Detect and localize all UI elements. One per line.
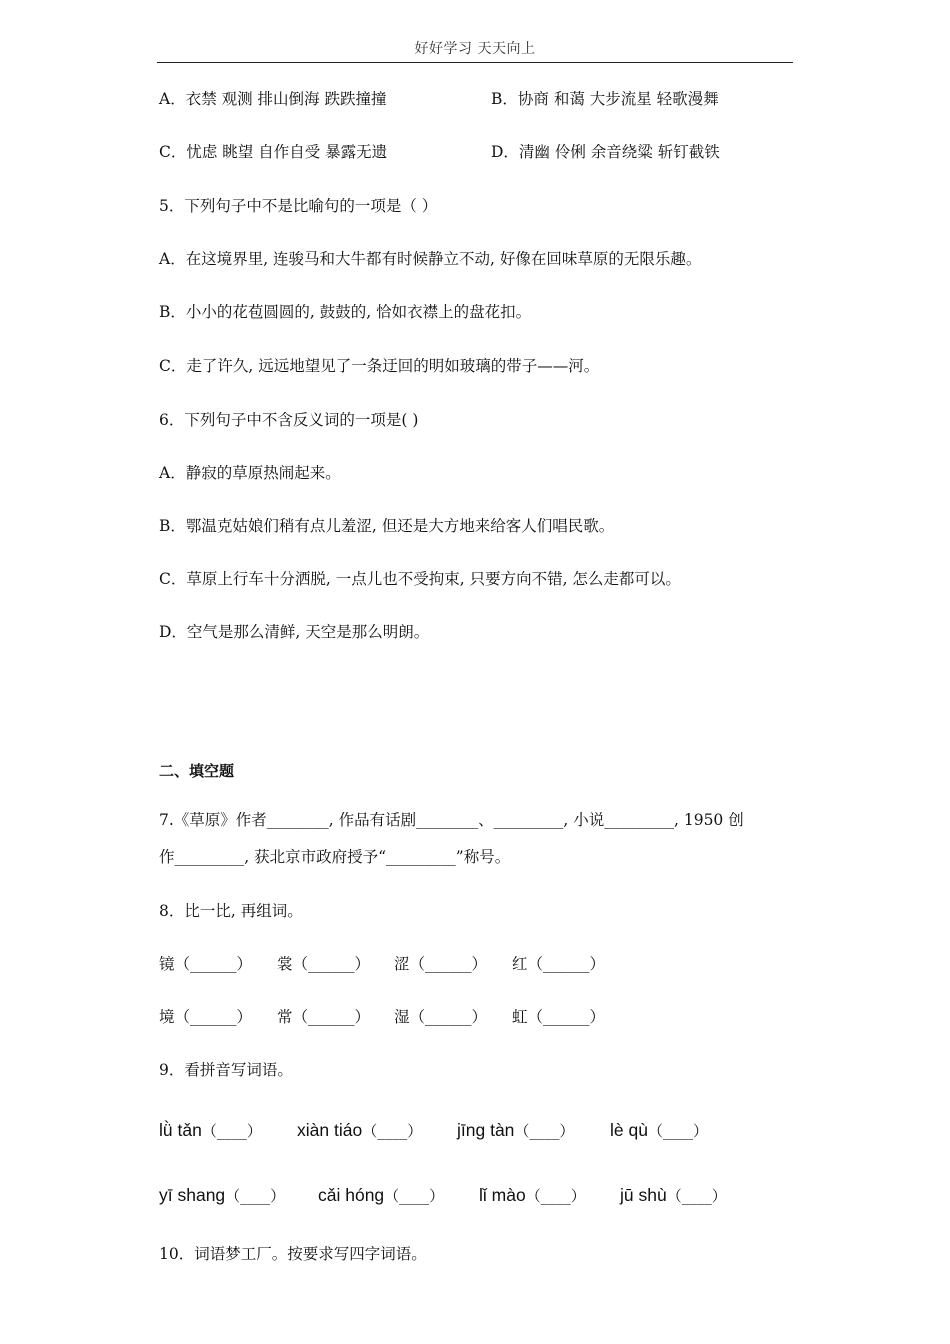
pinyin-text: jū shù <box>620 1185 667 1205</box>
q8-stem: 8．比一比, 再组词。 <box>159 902 303 920</box>
q5-option-c: C．走了许久, 远远地望见了一条迂回的明如玻璃的带子——河。 <box>159 357 600 375</box>
q9-item <box>297 1119 422 1142</box>
pinyin-text: cǎi hóng <box>318 1185 385 1205</box>
q7-line-2: 作_________, 获北京市政府授予“_________”称号。 <box>159 848 511 866</box>
q4-option-a: A．衣禁 观测 排山倒海 跌跌撞撞 <box>159 90 387 108</box>
answer-blank: （____） <box>647 1122 708 1140</box>
q9-item <box>620 1184 727 1207</box>
page-header: 好好学习 天天向上 <box>414 41 536 57</box>
answer-blank: （____） <box>201 1122 262 1140</box>
q5-option-b: B．小小的花苞圆圆的, 鼓鼓的, 恰如衣襟上的盘花扣。 <box>159 303 532 321</box>
q8-item: 镜（______） <box>159 955 253 973</box>
q9-item <box>318 1184 444 1207</box>
q6-option-a: A．静寂的草原热闹起来。 <box>159 464 341 482</box>
pinyin-text: lǜ tǎn <box>159 1120 202 1140</box>
q4-option-d: D．清幽 伶俐 余音绕粱 斩钉截铁 <box>491 143 720 161</box>
q9-item <box>610 1119 708 1142</box>
answer-blank: （____） <box>384 1187 445 1205</box>
q9-stem: 9．看拼音写词语。 <box>159 1061 293 1079</box>
pinyin-text: xiàn tiáo <box>297 1120 363 1140</box>
q6-option-b: B．鄂温克姑娘们稍有点儿羞涩, 但还是大方地来给客人们唱民歌。 <box>159 517 615 535</box>
q8-item: 境（______） <box>159 1008 253 1026</box>
answer-blank: （____） <box>362 1122 423 1140</box>
answer-blank: （____） <box>225 1187 286 1205</box>
pinyin-text: lè qù <box>610 1120 648 1140</box>
q8-item: 常（______） <box>277 1008 371 1026</box>
q5-stem: 5．下列句子中不是比喻句的一项是（ ） <box>159 197 438 215</box>
q9-item <box>457 1119 574 1142</box>
header-divider <box>157 62 793 63</box>
q6-option-d: D．空气是那么清鲜, 天空是那么明朗。 <box>159 623 430 641</box>
answer-blank: （____） <box>514 1122 575 1140</box>
q10-stem: 10．词语梦工厂。按要求写四字词语。 <box>159 1245 427 1263</box>
q8-item: 虹（______） <box>512 1008 606 1026</box>
q9-item <box>159 1184 285 1207</box>
q5-option-a: A．在这境界里, 连骏马和大牛都有时候静立不动, 好像在回味草原的无限乐趣。 <box>159 250 702 268</box>
section-title-fill-in: 二、填空题 <box>159 762 235 780</box>
q9-item <box>159 1119 262 1142</box>
q8-item: 红（______） <box>512 955 606 973</box>
q4-option-b: B．协商 和蔼 大步流星 轻歌漫舞 <box>491 90 719 108</box>
q6-option-c: C．草原上行车十分洒脱, 一点儿也不受拘束, 只要方向不错, 怎么走都可以。 <box>159 570 681 588</box>
pinyin-text: lǐ mào <box>479 1185 526 1205</box>
answer-blank: （____） <box>525 1187 586 1205</box>
q8-item: 湿（______） <box>394 1008 488 1026</box>
pinyin-text: yī shang <box>159 1185 226 1205</box>
q4-option-c: C．忧虑 眺望 自作自受 暴露无遗 <box>159 143 388 161</box>
pinyin-text: jīng tàn <box>457 1120 515 1140</box>
q8-item: 涩（______） <box>394 955 488 973</box>
q7-line-1: 7.《草原》作者________, 作品有话剧________、_________, 小说_________, 1950 创 <box>159 811 744 829</box>
q9-item <box>479 1184 586 1207</box>
q8-item: 裳（______） <box>277 955 371 973</box>
answer-blank: （____） <box>666 1187 727 1205</box>
q6-stem: 6．下列句子中不含反义词的一项是( ) <box>159 411 419 429</box>
